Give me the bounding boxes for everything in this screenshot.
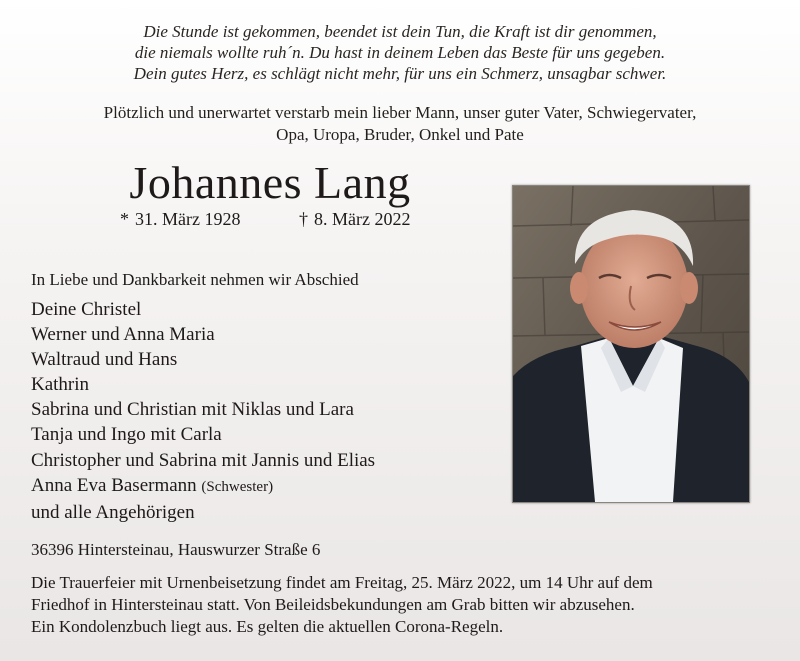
portrait-photo <box>512 185 750 503</box>
mourner: Sabrina und Christian mit Niklas und Lara <box>31 399 354 421</box>
mourner-relatives: und alle Angehörigen <box>31 501 195 523</box>
portrait-photo-icon <box>513 186 749 502</box>
deceased-name: Johannes Lang <box>129 157 411 208</box>
death-announcement <box>0 102 800 146</box>
family-address: 36396 Hintersteinau, Hauswurzer Straße 6 <box>31 540 321 559</box>
mourner: Kathrin <box>31 374 90 396</box>
announcement-line: Plötzlich und unerwartet verstarb mein lieber Mann, unser guter Vater, Schwiegervater, <box>103 103 697 122</box>
mourners-list <box>31 297 375 525</box>
sister-name: Anna Eva Basermann <box>31 474 197 496</box>
mourner-sister <box>31 473 375 500</box>
birth-date: 31. März 1928 <box>135 209 241 229</box>
poem-line: Dein gutes Herz, es schlägt nicht mehr, für uns ein Schmerz, unsagbar schwer. <box>133 64 667 83</box>
announcement-line: Opa, Uropa, Bruder, Onkel und Pate <box>276 125 524 144</box>
poem-line: Die Stunde ist gekommen, beendet ist dein Tun, die Kraft ist dir genommen, <box>143 22 657 41</box>
mourner: Deine Christel <box>31 299 142 320</box>
farewell-line: In Liebe und Dankbarkeit nehmen wir Abschied <box>31 270 359 289</box>
ceremony-line: Die Trauerfeier mit Urnenbeisetzung findet am Freitag, 25. März 2022, um 14 Uhr auf dem <box>31 573 653 592</box>
ceremony-line: Ein Kondolenzbuch liegt aus. Es gelten die aktuellen Corona-Regeln. <box>31 617 504 636</box>
mourner: Waltraud und Hans <box>31 349 178 371</box>
mourner: Werner und Anna Maria <box>31 324 215 346</box>
death-date-line <box>299 208 410 230</box>
sister-note: (Schwester) <box>201 478 274 495</box>
birth-date-line <box>120 208 240 230</box>
mourner: Tanja und Ingo mit Carla <box>31 424 222 446</box>
memorial-poem <box>0 21 800 84</box>
ceremony-details <box>31 572 781 638</box>
mourner: Christopher und Sabrina mit Jannis und Elias <box>31 449 376 471</box>
death-cross-icon: † <box>299 209 308 229</box>
death-date: 8. März 2022 <box>314 209 411 229</box>
birth-star-icon: * <box>120 209 129 229</box>
poem-line: die niemals wollte ruh´n. Du hast in deinem Leben das Beste für uns gegeben. <box>134 43 666 62</box>
ceremony-line: Friedhof in Hintersteinau statt. Von Beileidsbekundungen am Grab bitten wir abzusehen. <box>31 595 635 614</box>
